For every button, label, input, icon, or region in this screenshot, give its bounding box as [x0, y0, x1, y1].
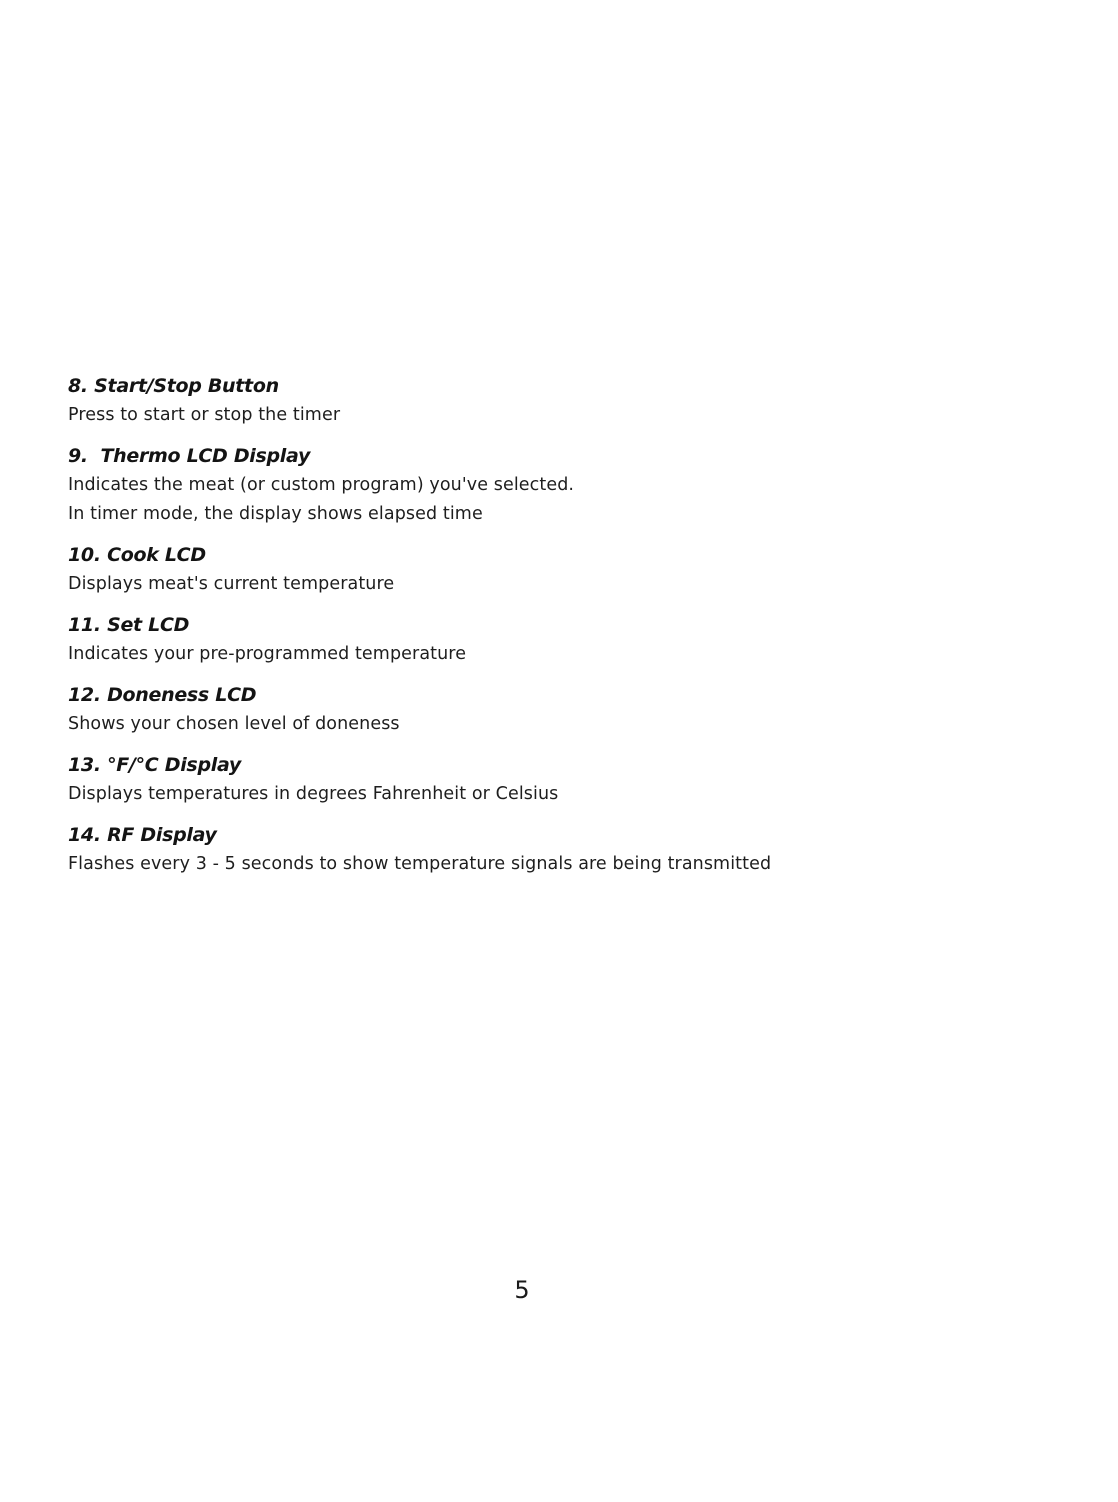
- feature-title: 9. Thermo LCD Display: [68, 445, 311, 467]
- feature-description: Shows your chosen level of doneness: [68, 714, 400, 734]
- feature-item-doneness-lcd: [68, 681, 968, 739]
- feature-item-cook-lcd: [68, 541, 968, 599]
- feature-description: Indicates your pre-programmed temperature: [68, 644, 467, 664]
- feature-item-temperature-unit-display: [68, 751, 968, 809]
- feature-description: Indicates the meat (or custom program) you've selected.: [68, 475, 575, 495]
- feature-title: 12. Doneness LCD: [68, 684, 257, 706]
- feature-item-start-stop-button: [68, 372, 968, 430]
- feature-description: Press to start or stop the timer: [68, 405, 341, 425]
- feature-title: 13. °F/°C Display: [68, 754, 241, 776]
- feature-description: Flashes every 3 - 5 seconds to show temperature signals are being transmitted: [68, 854, 772, 874]
- feature-title: 8. Start/Stop Button: [68, 375, 279, 397]
- feature-title: 14. RF Display: [68, 824, 217, 846]
- feature-list: [68, 372, 968, 891]
- page-number: 5: [514, 1276, 530, 1304]
- feature-item-rf-display: [68, 821, 968, 879]
- feature-description: In timer mode, the display shows elapsed time: [68, 504, 483, 524]
- feature-description: Displays meat's current temperature: [68, 574, 395, 594]
- feature-description: Displays temperatures in degrees Fahrenheit or Celsius: [68, 784, 559, 804]
- feature-title: 11. Set LCD: [68, 614, 190, 636]
- feature-title: 10. Cook LCD: [68, 544, 206, 566]
- feature-item-set-lcd: [68, 611, 968, 669]
- feature-item-thermo-lcd-display: [68, 442, 968, 529]
